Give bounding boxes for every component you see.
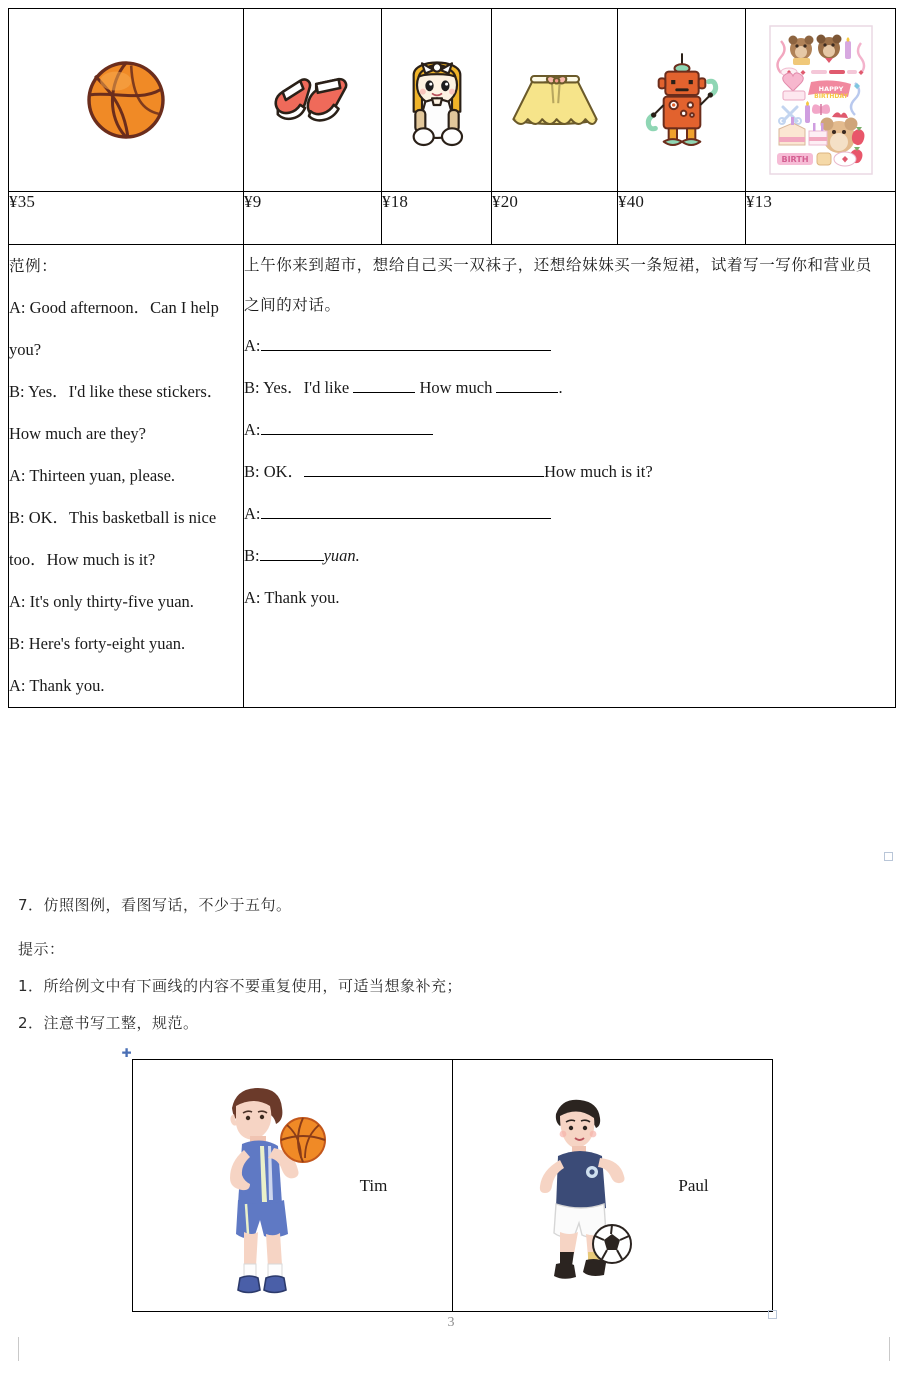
cell-robot [618, 9, 746, 192]
right-margin-tick [889, 1337, 890, 1361]
price-skirt: ¥20 [492, 192, 618, 245]
answer-blank[interactable] [260, 543, 324, 561]
table-row-pictures [9, 9, 896, 192]
example-line-2: B: Yes．I'd like these stickers．How much are they? [9, 382, 224, 443]
price-basketball: ¥35 [9, 192, 244, 245]
answer-blank[interactable] [261, 417, 433, 435]
robot-icon [642, 50, 722, 150]
answer-blank[interactable] [261, 333, 551, 351]
answer-blank[interactable] [304, 459, 544, 477]
task-dialogue-line [244, 493, 895, 535]
speaker-label: A: [244, 420, 261, 439]
speaker-label: A: [244, 588, 261, 607]
socks-icon [265, 63, 361, 137]
dialogue-text: Yes．I'd like [259, 378, 354, 397]
task-dialogue-line [244, 325, 895, 367]
table-row-dialogue [9, 245, 896, 708]
example-line-5: A: It's only thirty-five yuan. [9, 592, 194, 611]
task-dialogue-line [244, 451, 895, 493]
price-doll: ¥18 [382, 192, 492, 245]
table-row [133, 1060, 773, 1312]
task-prompt: 上午你来到超市，想给自己买一双袜子，还想给妹妹买一条短裙，试着写一写你和营业员之间的对话。 [244, 256, 872, 314]
page-number: 3 [447, 1315, 455, 1330]
answer-blank[interactable] [496, 375, 558, 393]
example-line-4: B: OK．This basketball is nice too．How much is it? [9, 508, 217, 569]
answer-blank[interactable] [261, 501, 551, 519]
table-end-marker-top [884, 852, 893, 861]
dialogue-text: OK． [259, 462, 305, 481]
table-row-prices [9, 192, 896, 245]
dialogue-text: Thank you. [260, 588, 340, 607]
doll-icon [397, 48, 477, 152]
dialogue-text: yuan. [323, 546, 360, 565]
label-paul: Paul [678, 1175, 709, 1195]
svg-text:HAPPY: HAPPY [818, 85, 843, 93]
price-robot: ¥40 [618, 192, 746, 245]
cell-paul [453, 1060, 773, 1312]
hint-item-2: 2．注意书写工整，规范。 [18, 1014, 199, 1032]
table-move-handle-icon[interactable]: ✚ [121, 1046, 132, 1060]
task-dialogue-line [244, 367, 895, 409]
price-and-dialogue-table [8, 8, 896, 708]
soccer-player-icon [516, 1086, 644, 1286]
cell-tim [133, 1060, 453, 1312]
skirt-icon [507, 63, 603, 137]
basketball-player-icon [198, 1076, 326, 1296]
cell-socks [244, 9, 382, 192]
picture-prompt-table [132, 1059, 773, 1312]
price-stickers: ¥13 [746, 192, 896, 245]
dialogue-text: How much [415, 378, 497, 397]
left-margin-tick [18, 1337, 19, 1361]
answer-blank[interactable] [353, 375, 415, 393]
cell-basketball [9, 9, 244, 192]
task-dialogue-line [244, 409, 895, 451]
speaker-label: A: [244, 336, 261, 355]
example-line-6: B: Here's forty-eight yuan. [9, 634, 186, 653]
example-line-3: A: Thirteen yuan, please. [9, 466, 176, 485]
cell-doll [382, 9, 492, 192]
cell-skirt [492, 9, 618, 192]
cell-stickers [746, 9, 896, 192]
svg-text:BIRTHDAY: BIRTHDAY [813, 93, 848, 100]
stickers-icon [769, 25, 873, 175]
price-socks: ¥9 [244, 192, 382, 245]
example-line-7: A: Thank you. [9, 676, 105, 695]
example-heading: 范例： [9, 257, 58, 275]
speaker-label: B: [244, 546, 260, 565]
hint-item-1: 1．所给例文中有下画线的内容不要重复使用，可适当想象补充； [18, 977, 463, 995]
task-dialogue-line [244, 535, 895, 577]
speaker-label: B: [244, 462, 260, 481]
task-dialogue-cell [244, 245, 896, 708]
svg-text:BIRTH: BIRTH [780, 155, 809, 164]
dialogue-text: . [558, 378, 563, 397]
dialogue-text: How much is it? [544, 462, 653, 481]
speaker-label: B: [244, 378, 260, 397]
question-7-text: 7．仿照图例，看图写话，不少于五句。 [18, 896, 292, 914]
example-dialogue-cell [9, 245, 244, 708]
task-dialogue-line [244, 577, 895, 619]
example-line-1: A: Good afternoon．Can I help you? [9, 298, 219, 359]
label-tim: Tim [359, 1175, 388, 1195]
task-dialogue-lines [244, 325, 895, 619]
speaker-label: A: [244, 504, 261, 523]
basketball-icon [83, 57, 169, 143]
hint-label: 提示： [18, 940, 65, 958]
